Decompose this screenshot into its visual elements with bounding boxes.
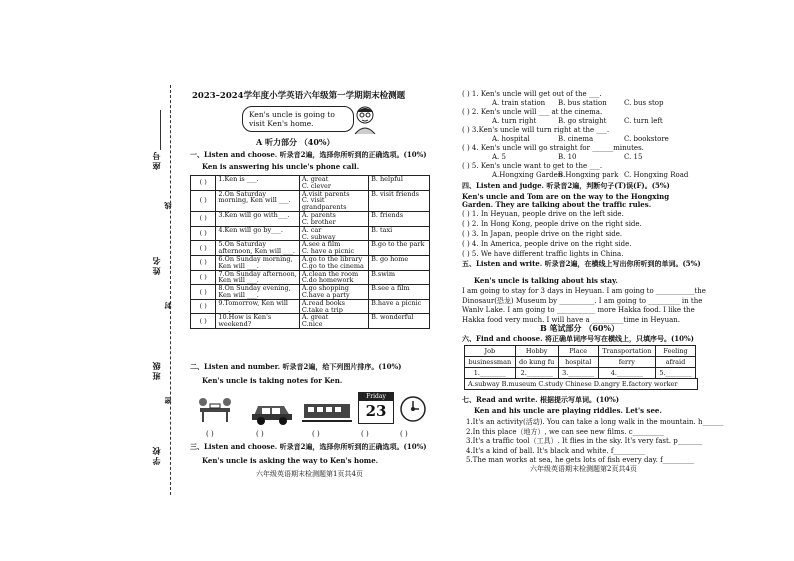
option-a-c: A.read books C.take a trip [299,299,368,314]
table-row [191,226,430,241]
answer-bracket[interactable]: ( ) [191,226,216,241]
q2-heading: 二、Listen and number. 听录音2遍，给下列图片排序。(10%) [190,362,402,371]
q6-options: A.subway B.museum C.study Chinese D.angry E.factory worker [464,378,698,390]
q4-item: ( ) 2. In Hong Kong, people drive on the right side. [462,220,642,228]
q3-intro: Ken's uncle is asking the way to Ken's home. [202,456,379,465]
q3-option: C. turn left [624,117,663,125]
q6-blank[interactable]: 4.________ [598,368,655,379]
question-text: 9.Tomorrow, Ken will ___. [216,299,300,314]
option-b: B. helpful [369,176,430,191]
q6-word: ferry [598,357,655,368]
question-text: 7.On Sunday afternoon, Ken will ___. [216,270,300,285]
uncle-portrait-icon [352,104,378,134]
option-a-c: A.visit parents C. visit grandparents [299,190,368,211]
calendar-date: 23 [365,402,387,420]
answer-bracket[interactable]: ( ) [191,190,216,211]
q6-word: do kung fu [515,357,558,368]
q6-heading: 六、Find and choose. 将正确单词序号写在横线上，只填序号。(10%) [462,334,694,343]
q1-intro: Ken is answering his uncle's phone call. [202,162,360,171]
question-text: 6.On Sunday morning, Ken will ___. [216,255,300,270]
q5-line: Hakka food very much. I will have a _________time in Heyuan. [462,315,681,324]
binding-dashed-line [170,85,171,495]
q3-option: C. 15 [624,153,643,161]
number-underline [160,110,161,150]
q2-bracket[interactable]: ( ) [312,430,320,438]
option-b: B.see a film [369,285,430,300]
q3-option: A. 5 [492,153,506,161]
q3-question: ( ) 5. Ken's uncle want to get to the ___. [462,162,603,170]
binding-class-label: 班级 [151,360,161,380]
section-a-heading: A 听力部分 （40%） [256,137,335,147]
q6-blank[interactable]: 3.________ [558,368,598,379]
q2-bracket[interactable]: ( ) [400,430,408,438]
option-b: B. taxi [369,226,430,241]
footer-left: 六年级英语期末检测题第1页共4页 [256,470,363,478]
q6-blank[interactable]: 1.________ [465,368,516,379]
option-a-c: A.go to the library C.go to the cinema [299,255,368,270]
option-a-c: A. car C. subway [299,226,368,241]
q6-word: hospital [558,357,598,368]
q3-option: C. Hongxing Road [624,171,689,179]
footer-right: 六年级英语期末检测题第2页共4页 [530,465,637,473]
q5-heading: 五、Listen and write. 听录音2遍，在横线上写出你所听到的单词。(5%) [462,259,701,268]
q2-bracket[interactable]: ( ) [256,430,264,438]
q3-option: B.Hongxing park [558,171,619,179]
q2-intro: Ken's uncle is taking notes for Ken. [202,376,343,385]
answer-bracket[interactable]: ( ) [191,314,216,329]
calendar-icon [358,392,394,424]
table-row [191,285,430,300]
train-icon [302,396,352,426]
q2-bracket[interactable]: ( ) [206,430,214,438]
calendar-day: Friday [359,393,393,401]
q4-item: ( ) 1. In Heyuan, people drive on the left side. [462,210,624,218]
q3-option: B. 10 [558,153,577,161]
answer-bracket[interactable]: ( ) [191,255,216,270]
q3-heading: 三、Listen and choose. 听录音2遍，选择你所听到的正确选项。(10%) [190,442,427,451]
clock-icon [398,394,428,424]
q5-line: I am going to stay for 3 days in Heyuan. I am going to ___________the [462,287,706,295]
q4-item: ( ) 5. We have different traffic lights in China. [462,250,624,258]
q6-blank[interactable]: 5.________ [656,368,696,379]
q6-table [464,345,696,379]
binding-number-label: 座号 [151,150,161,170]
speech-bubble: Ken's uncle is going to visit Ken's home. [242,106,354,132]
answer-bracket[interactable]: ( ) [191,299,216,314]
table-row [191,299,430,314]
q3-question: ( ) 4. Ken's uncle will go straight for ______minutes. [462,144,644,152]
car-icon [250,396,294,426]
option-b: B.swim [369,270,430,285]
table-row [191,255,430,270]
reading-children-icon [194,394,236,424]
q5-line: Dinosaur(恐龙) Museum by __________. I am going to _________ in the [462,296,703,305]
q6-header: Job [465,346,516,357]
q1-table [190,175,430,329]
q7-item: 4.It's a kind of ball. It's black and white. f_________ [466,446,645,455]
option-b: B. wonderful [369,314,430,329]
q3-option: A. hospital [492,135,530,143]
table-row [191,314,430,329]
q5-intro: Ken's uncle is talking about his stay. [474,276,618,285]
q7-item: 3.It's a traffic tool（工具）. It flies in the sky. It's very fast. p_______ [466,437,703,445]
q7-heading: 七、Read and write. 根据提示写单词。(10%) [462,395,620,404]
table-row [191,190,430,211]
answer-bracket[interactable]: ( ) [191,176,216,191]
option-a-c: A. parents C. brother [299,212,368,227]
q6-header: Transportation [598,346,655,357]
q7-item: 2.In this place（地方）, we can see new films. c_________ [466,427,665,436]
q3-option: B. go straight [558,117,607,125]
question-text: 8.On Sunday evening, Ken will ___. [216,285,300,300]
question-text: 4.Ken will go by___. [216,226,300,241]
q3-option: B. bus station [558,99,607,107]
table-row [191,241,430,256]
q6-header: Hobby [515,346,558,357]
q4-item: ( ) 3. In Japan, people drive on the right side. [462,230,623,238]
option-b: B.have a picnic [369,299,430,314]
question-text: 1.Ken is ___. [216,176,300,191]
q6-header: Place [558,346,598,357]
option-b: B. visit friends [369,190,430,211]
question-text: 10.How is Ken's weekend? [216,314,300,329]
q6-header: Feeling [656,346,696,357]
q6-word: businessman [465,357,516,368]
q6-word: afraid [656,357,696,368]
q7-item: 1.It's an activity(活动). You can take a long walk in the mountain. h______ [466,418,724,426]
question-text: 5.On Saturday afternoon, Ken will ___. [216,241,300,256]
q3-option: A. train station [492,99,546,107]
answer-bracket[interactable]: ( ) [191,212,216,227]
q4-heading: 四、Listen and judge. 听录音2遍，判断句子(T)误(F)。(5%) [462,181,670,190]
option-b: B.go to the park [369,241,430,256]
q3-question: ( ) 1. Ken's uncle will get out of the ___. [462,90,602,98]
seal-char: 线 [163,200,172,209]
table-row [191,270,430,285]
answer-bracket[interactable]: ( ) [191,285,216,300]
binding-school-label: 学校 [151,445,161,465]
table-row [191,176,430,191]
q4-intro: Ken's uncle and Tom are on the way to the Hongxing Garden. They are talking about the traffic rules. [462,192,670,210]
page-title: 2023–2024学年度小学英语六年级第一学期期末检测题 [192,91,406,101]
q5-line: Wanlv Lake. I am going to ___________ more Hakka food. I like the [462,306,695,314]
section-b-heading: B 笔试部分 （60%） [540,323,620,333]
q3-option: A.Hongxing Garden [492,171,563,179]
option-a-c: A. great C. clever [299,176,368,191]
q3-option: A. turn right [492,117,537,125]
option-a-c: A.clean the room C.do homework [299,270,368,285]
answer-bracket[interactable]: ( ) [191,270,216,285]
answer-bracket[interactable]: ( ) [191,241,216,256]
seal-char: 密 [163,395,172,404]
q3-option: C. bus stop [624,99,664,107]
option-a-c: A.go shopping C.have a party [299,285,368,300]
q7-item: 5.The man works at sea, he gets lots of fish every day. f_________ [466,456,695,464]
table-row [191,212,430,227]
option-b: B. go home [369,255,430,270]
q4-item: ( ) 4. In America, people drive on the right side. [462,240,632,248]
q3-question: ( ) 3.Ken's uncle will turn right at the ___. [462,126,610,134]
q3-question: ( ) 2. Ken's uncle will ___ at the cinema. [462,108,603,116]
option-b: B. friends [369,212,430,227]
binding-name-label: 姓名 [151,255,161,275]
option-a-c: A. great C.nice [299,314,368,329]
option-a-c: A.see a film C. have a picnic [299,241,368,256]
q3-option: B. cinema [558,135,594,143]
q1-heading: 一、Listen and choose. 听录音2遍，选择你所听到的正确选项。(10%) [190,150,427,159]
q2-bracket[interactable]: ( ) [361,430,369,438]
q6-blank[interactable]: 2.________ [515,368,558,379]
question-text: 2.On Saturday morning, Ken will ___. [216,190,300,211]
q7-intro: Ken and his uncle are playing riddles. Let's see. [474,406,662,415]
question-text: 3.Ken will go with___. [216,212,300,227]
seal-char: 封 [163,300,172,309]
q3-option: C. bookstore [624,135,669,143]
